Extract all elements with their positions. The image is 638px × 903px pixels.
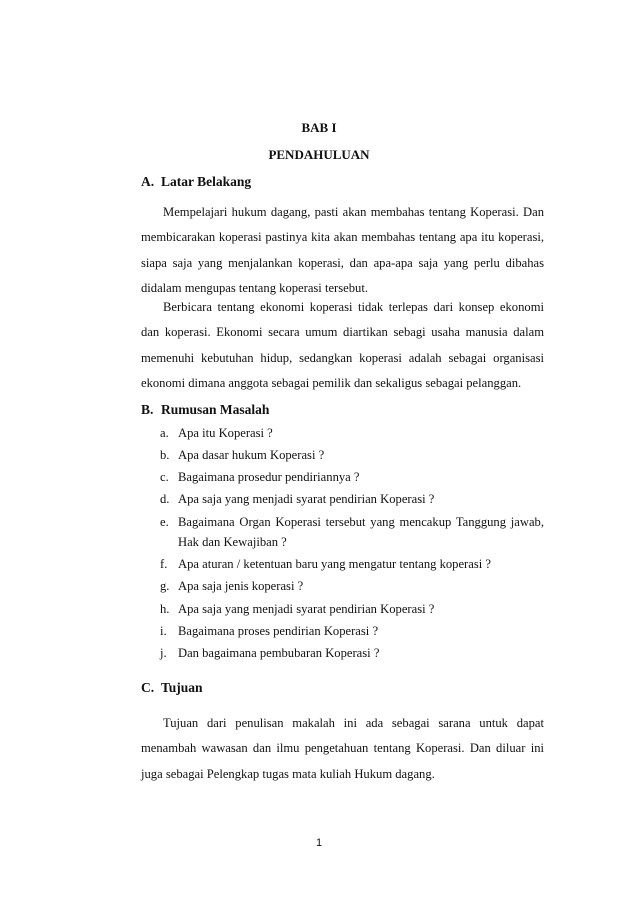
list-item-text: Apa aturan / ketentuan baru yang mengatur tentang koperasi ? [178, 557, 491, 572]
page-number: 1 [315, 837, 323, 849]
list-item [160, 489, 544, 509]
list-item-text: Apa itu Koperasi ? [178, 426, 273, 440]
list-marker: j. [160, 645, 167, 660]
list-marker: g. [160, 579, 170, 594]
section-title: Latar Belakang [161, 174, 252, 189]
section-marker: A. [141, 174, 155, 189]
list-marker: b. [160, 448, 170, 463]
section-heading-tujuan [141, 680, 203, 696]
section-heading-latar-belakang [141, 174, 251, 190]
list-marker: a. [160, 426, 169, 440]
section-heading-rumusan-masalah [141, 402, 269, 418]
list-item [160, 423, 544, 443]
list-item-text: Apa dasar hukum Koperasi ? [178, 448, 325, 463]
list-item [160, 599, 544, 619]
list-item-text: Apa saja yang menjadi syarat pendirian Koperasi ? [178, 492, 435, 507]
list-marker: i. [160, 623, 167, 638]
paragraph: Mempelajari hukum dagang, pasti akan membahas tentang Koperasi. Dan membicarakan koperasi pastinya kita akan membahas tentang apa itu koperasi, siapa saja yang menjalankan koperasi, dan apa-apa saja yang perlu dibahas didalam mengupas tentang koperasi tersebut. [141, 205, 544, 295]
list-item [160, 554, 544, 574]
list-item-text: Bagaimana proses pendirian Koperasi ? [178, 623, 379, 638]
list-marker: h. [160, 601, 170, 616]
chapter-title: PENDAHULUAN [268, 147, 370, 162]
list-item-text: Apa saja yang menjadi syarat pendirian Koperasi ? [178, 601, 435, 616]
list-item-text: Apa saja jenis koperasi ? [178, 579, 304, 594]
paragraph: Tujuan dari penulisan makalah ini ada sebagai sarana untuk dapat menambah wawasan dan ilmu pengetahuan tentang Koperasi. Dan diluar ini juga sebagai Pelengkap tugas mata kuliah Hukum dagang. [141, 716, 544, 781]
chapter-label: BAB I [301, 120, 337, 135]
list-item [160, 621, 544, 641]
list-marker: c. [160, 470, 169, 485]
list-marker: d. [160, 492, 170, 507]
section-title: Tujuan [161, 680, 203, 695]
list-item [160, 512, 544, 553]
list-item [160, 576, 544, 596]
list-item-text: Bagaimana Organ Koperasi tersebut yang mencakup Tanggung jawab, Hak dan Kewajiban ? [178, 514, 544, 550]
list-marker: e. [160, 514, 169, 529]
list-item [160, 643, 544, 663]
problem-list [160, 423, 544, 665]
list-marker: f. [160, 557, 168, 572]
section-marker: B. [141, 402, 154, 417]
section-title: Rumusan Masalah [161, 402, 270, 417]
section-marker: C. [141, 680, 155, 695]
list-item [160, 467, 544, 487]
paragraph: Berbicara tentang ekonomi koperasi tidak terlepas dari konsep ekonomi dan koperasi. Ekonomi secara umum diartikan sebagi usaha manusia dalam memenuhi kebutuhan hidup, sedangkan koperasi adalah sebagai organisasi ekonomi dimana anggota sebagai pemilik dan sekaligus sebagai pelanggan. [141, 300, 544, 390]
list-item [160, 445, 544, 465]
list-item-text: Dan bagaimana pembubaran Koperasi ? [178, 645, 380, 660]
list-item-text: Bagaimana prosedur pendiriannya ? [178, 470, 360, 485]
